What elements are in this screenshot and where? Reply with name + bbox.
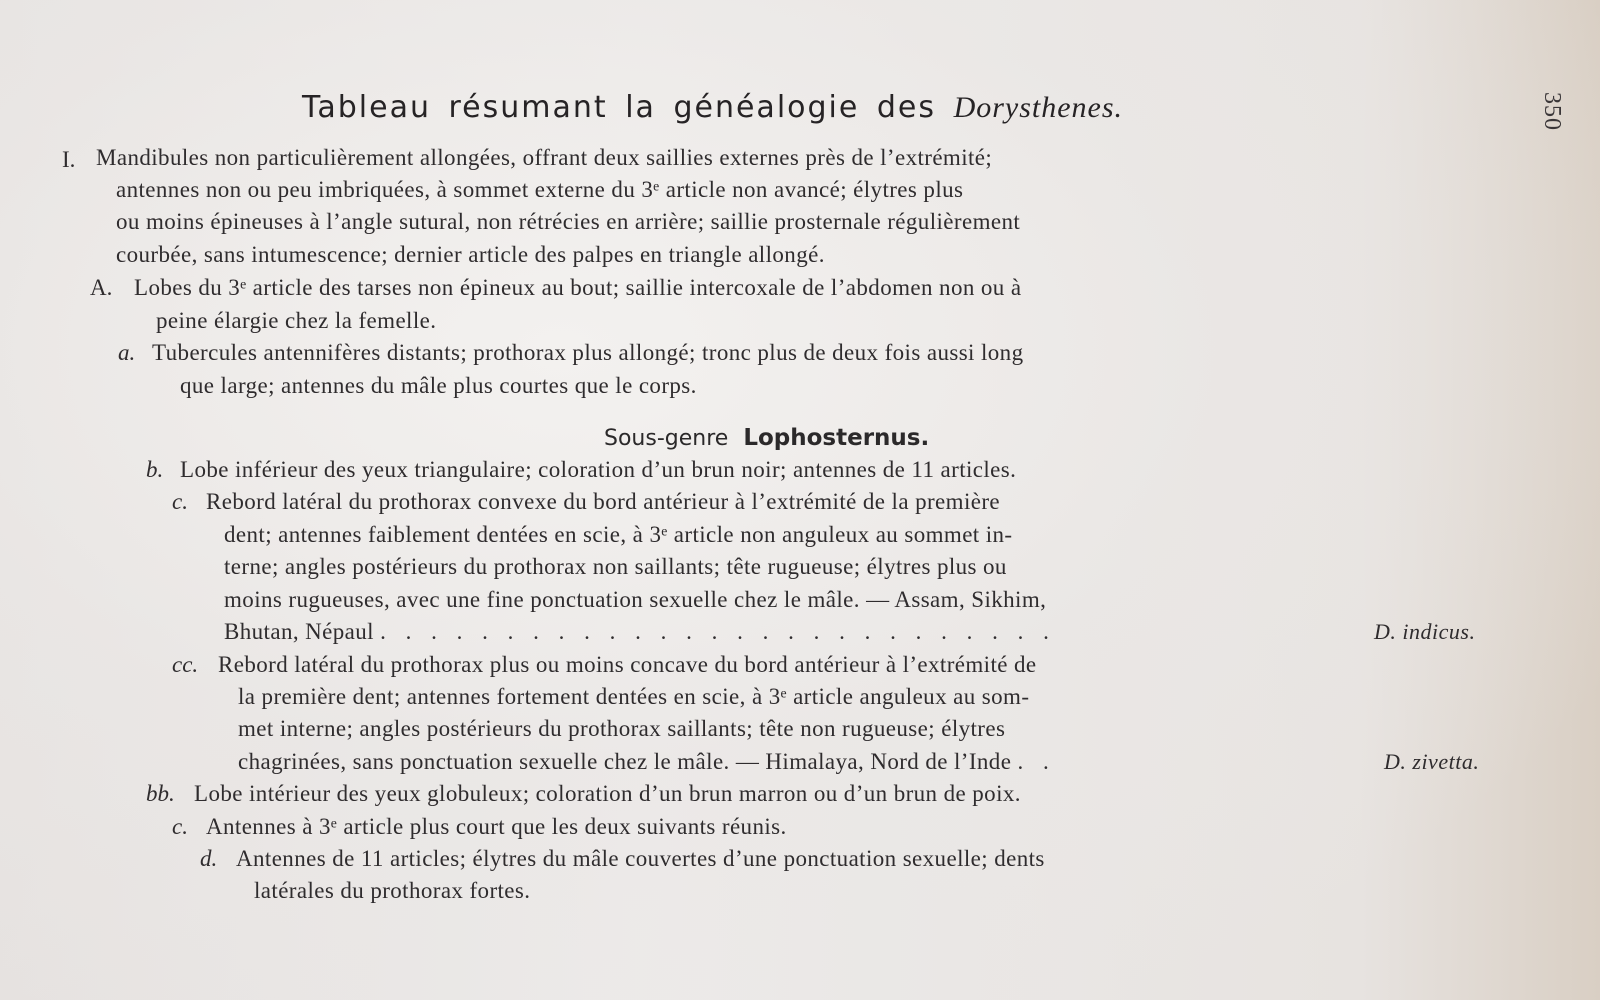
- text-line: Antennes de 11 articles; élytres du mâle couvertes d’une ponctuation sexuelle; dents: [236, 846, 1045, 871]
- text-line-part: chagrinées, sans ponctuation sexuelle chez le mâle. — Himalaya, Nord de l’Inde: [238, 749, 1012, 774]
- text-line: latérales du prothorax fortes.: [254, 878, 531, 903]
- marker-bb: bb.: [146, 781, 175, 806]
- subgenus-name: Lophosternus.: [743, 425, 930, 451]
- marker-cc: cc.: [172, 652, 199, 677]
- text-line: moins rugueuses, avec une fine ponctuation sexuelle chez le mâle. — Assam, Sikhim,: [224, 587, 1047, 612]
- page-number: 350: [1539, 92, 1565, 131]
- marker-A: A.: [90, 275, 113, 300]
- text-line: Lobe intérieur des yeux globuleux; coloration d’un brun marron ou d’un brun de poix.: [194, 781, 1021, 806]
- subgenus-prefix: Sous-genre: [604, 426, 729, 451]
- text-line: ou moins épineuses à l’angle sutural, non rétrécies en arrière; saillie prosternale régulièrement: [116, 209, 1021, 234]
- marker-d: d.: [200, 846, 218, 871]
- text-line: que large; antennes du mâle plus courtes que le corps.: [180, 373, 697, 398]
- species-indicus: D. indicus.: [1374, 619, 1476, 644]
- marker-I: I.: [62, 147, 76, 172]
- marker-a: a.: [118, 340, 136, 365]
- text-line: met interne; angles postérieurs du prothorax saillants; tête non rugueuse; élytres: [238, 716, 1006, 741]
- text-line: Rebord latéral du prothorax plus ou moins concave du bord antérieur à l’extrémité de: [218, 652, 1037, 677]
- text-line: courbée, sans intumescence; dernier article des palpes en triangle allongé.: [116, 242, 825, 267]
- text-line-part: Bhutan, Népaul: [224, 619, 374, 644]
- text-line: dent; antennes faiblement dentées en scie, à 3ᵉ article non anguleux au sommet in-: [224, 522, 1013, 547]
- marker-c: c.: [172, 489, 188, 514]
- text-line: Lobes du 3ᵉ article des tarses non épineux au bout; saillie intercoxale de l’abdomen non ou à: [134, 275, 1022, 300]
- text-line: [224, 619, 1056, 645]
- title-genus: Dorysthenes.: [953, 91, 1124, 124]
- subgenus-heading: [604, 425, 929, 451]
- text-line: antennes non ou peu imbriquées, à sommet externe du 3ᵉ article non avancé; élytres plus: [116, 177, 964, 202]
- text-line: Tubercules antennifères distants; prothorax plus allongé; tronc plus de deux fois aussi long: [152, 340, 1024, 365]
- text-line: [238, 749, 1056, 775]
- text-line: Lobe inférieur des yeux triangulaire; coloration d’un brun noir; antennes de 11 articles.: [180, 457, 1017, 482]
- species-zivetta: D. zivetta.: [1384, 749, 1480, 774]
- text-line: peine élargie chez la femelle.: [156, 308, 437, 333]
- leader-dots: . . . . . . . . . . . . . . . . . . . . . . . . . . .: [380, 619, 1056, 644]
- page-title: [302, 90, 1282, 125]
- leader-dots: . .: [1017, 749, 1056, 774]
- title-text: Tableau résumant la généalogie des: [302, 90, 937, 125]
- text-line: Rebord latéral du prothorax convexe du bord antérieur à l’extrémité de la première: [206, 489, 1001, 514]
- marker-c: c.: [172, 814, 188, 839]
- text-line: la première dent; antennes fortement dentées en scie, à 3ᵉ article anguleux au som-: [238, 684, 1030, 709]
- text-line: Antennes à 3ᵉ article plus court que les deux suivants réunis.: [206, 814, 787, 839]
- text-line: Mandibules non particulièrement allongées, offrant deux saillies externes près de l’extrémité;: [96, 145, 993, 170]
- marker-b: b.: [146, 457, 164, 482]
- text-line: terne; angles postérieurs du prothorax non saillants; tête rugueuse; élytres plus ou: [224, 554, 1007, 579]
